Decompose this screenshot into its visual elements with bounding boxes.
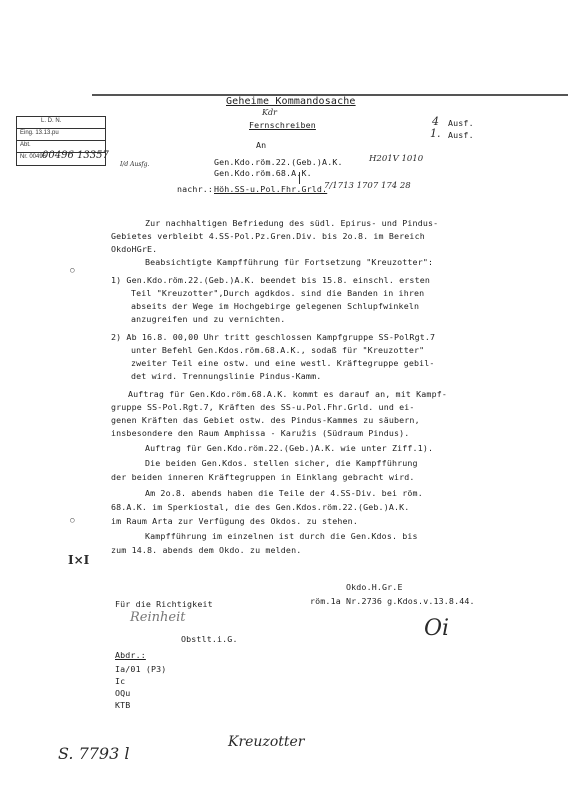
stamp-incoming: Eing. 13.13.pu: [20, 130, 59, 136]
handwritten-reference-sub: I/d Ausfg.: [120, 161, 150, 168]
body-line: zweiter Teil eine ostw. und eine westl. Kräftegruppe gebil-: [131, 358, 435, 368]
handwritten-annotation-1: H201V 1010: [369, 154, 424, 164]
sender-line-1: Okdo.H.Gr.E: [346, 582, 403, 592]
distribution-item: Ia/01 (P3): [115, 664, 167, 674]
body-line: Zur nachhaltigen Befriedung des südl. Epirus- und Pindus-: [145, 218, 439, 228]
classification-handwriting: Kdr: [262, 108, 277, 117]
handwritten-reference: 00496 13357: [42, 150, 109, 161]
catalog-number: S. 7793 l: [58, 744, 130, 763]
body-line: anzugreifen und zu vernichten.: [131, 314, 286, 324]
certification-signature: Reinheit: [130, 610, 186, 625]
body-line: 1) Gen.Kdo.röm.22.(Geb.)A.K. beendet bis 15.8. einschl. ersten: [111, 275, 430, 285]
form-label: Fernschreiben: [249, 120, 316, 130]
body-line: gruppe SS-Pol.Rgt.7, Kräften des SS-u.Pol.Fhr.Grld. und ei-: [111, 402, 415, 412]
body-line: der beiden inneren Kräftegruppen in Einklang gebracht wird.: [111, 472, 415, 482]
body-line: 68.A.K. im Sperkiostal, die des Gen.Kdos.röm.22.(Geb.)A.K.: [111, 502, 410, 512]
handwritten-annotation-2: 7/1713 1707 174 28: [324, 181, 411, 191]
punch-hole-mark: ◦: [68, 262, 77, 280]
body-line: det wird. Trennungslinie Pindus-Kamm.: [131, 371, 322, 381]
operation-signature: Kreuzotter: [228, 734, 305, 750]
copies-label-1: Ausf.: [448, 118, 474, 128]
body-line: unter Befehl Gen.Kdos.röm.68.A.K., sodaß für "Kreuzotter": [131, 345, 425, 355]
body-line: abseits der Wege im Hochgebirge gelegenen Schlupfwinkeln: [131, 301, 420, 311]
an-label: An: [256, 140, 267, 150]
punch-hole-mark: ◦: [68, 512, 77, 530]
classification-heading: Geheime Kommandosache: [226, 96, 356, 107]
margin-mark: I×I: [68, 553, 90, 567]
stamp-divider: [17, 128, 105, 129]
stamp-number: Nr. 00496: [20, 154, 47, 160]
distribution-item: Ic: [115, 676, 126, 686]
body-line: OkdoHGrE.: [111, 244, 158, 254]
body-line: Die beiden Gen.Kdos. stellen sicher, die Kampfführung: [145, 458, 418, 468]
certification-label: Für die Richtigkeit: [115, 599, 213, 609]
body-line: Teil "Kreuzotter",Durch agdkdos. sind die Banden in ihren: [131, 288, 425, 298]
body-line: Auftrag für Gen.Kdo.röm.22.(Geb.)A.K. wie unter Ziff.1).: [145, 443, 434, 453]
body-line: genen Kräften das Gebiet ostw. des Pindus-Kammes zu säubern,: [111, 415, 420, 425]
body-line: im Raum Arta zur Verfügung des Okdos. zu stehen.: [111, 516, 358, 526]
distribution-item: KTB: [115, 700, 131, 710]
copy-number-2: 1.: [430, 127, 441, 140]
body-line: Am 2o.8. abends haben die Teile der 4.SS-Div. bei röm.: [145, 488, 423, 498]
body-line: zum 14.8. abends dem Okdo. zu melden.: [111, 545, 302, 555]
handwritten-initial: Oi: [424, 616, 450, 641]
rank-label: Obstlt.i.G.: [181, 634, 238, 644]
distribution-item: OQu: [115, 688, 131, 698]
nachr-value: Höh.SS-u.Pol.Fhr.Grld.: [214, 184, 328, 194]
stamp-title: L. D. N.: [41, 118, 62, 124]
stamp-dept: Abt.: [20, 142, 31, 148]
body-line: insbesondere den Raum Amphissa - Karužis (Südraum Pindus).: [111, 428, 410, 438]
stamp-divider: [17, 140, 105, 141]
body-line: Beabsichtigte Kampfführung für Fortsetzung "Kreuzotter":: [145, 257, 434, 267]
body-line: Gebietes verbleibt 4.SS-Pol.Pz.Gren.Div. bis 2o.8. im Bereich: [111, 231, 425, 241]
sender-line-2: röm.1a Nr.2736 g.Kdos.v.13.8.44.: [310, 596, 475, 606]
address-bracket: [294, 172, 300, 184]
copy-number-1: 4: [432, 115, 439, 128]
nachr-label: nachr.:: [177, 184, 214, 194]
body-line: Kampfführung im einzelnen ist durch die Gen.Kdos. bis: [145, 531, 418, 541]
addressee-1: Gen.Kdo.röm.22.(Geb.)A.K.: [214, 157, 343, 167]
abdr-label: Abdr.:: [115, 650, 146, 660]
body-line: 2) Ab 16.8. 00,00 Uhr tritt geschlossen Kampfgruppe SS-PolRgt.7: [111, 332, 436, 342]
copies-label-2: Ausf.: [448, 130, 474, 140]
body-line: Auftrag für Gen.Kdo.röm.68.A.K. kommt es darauf an, mit Kampf-: [128, 389, 447, 399]
addressee-2: Gen.Kdo.röm.68.A.K.: [214, 168, 312, 178]
